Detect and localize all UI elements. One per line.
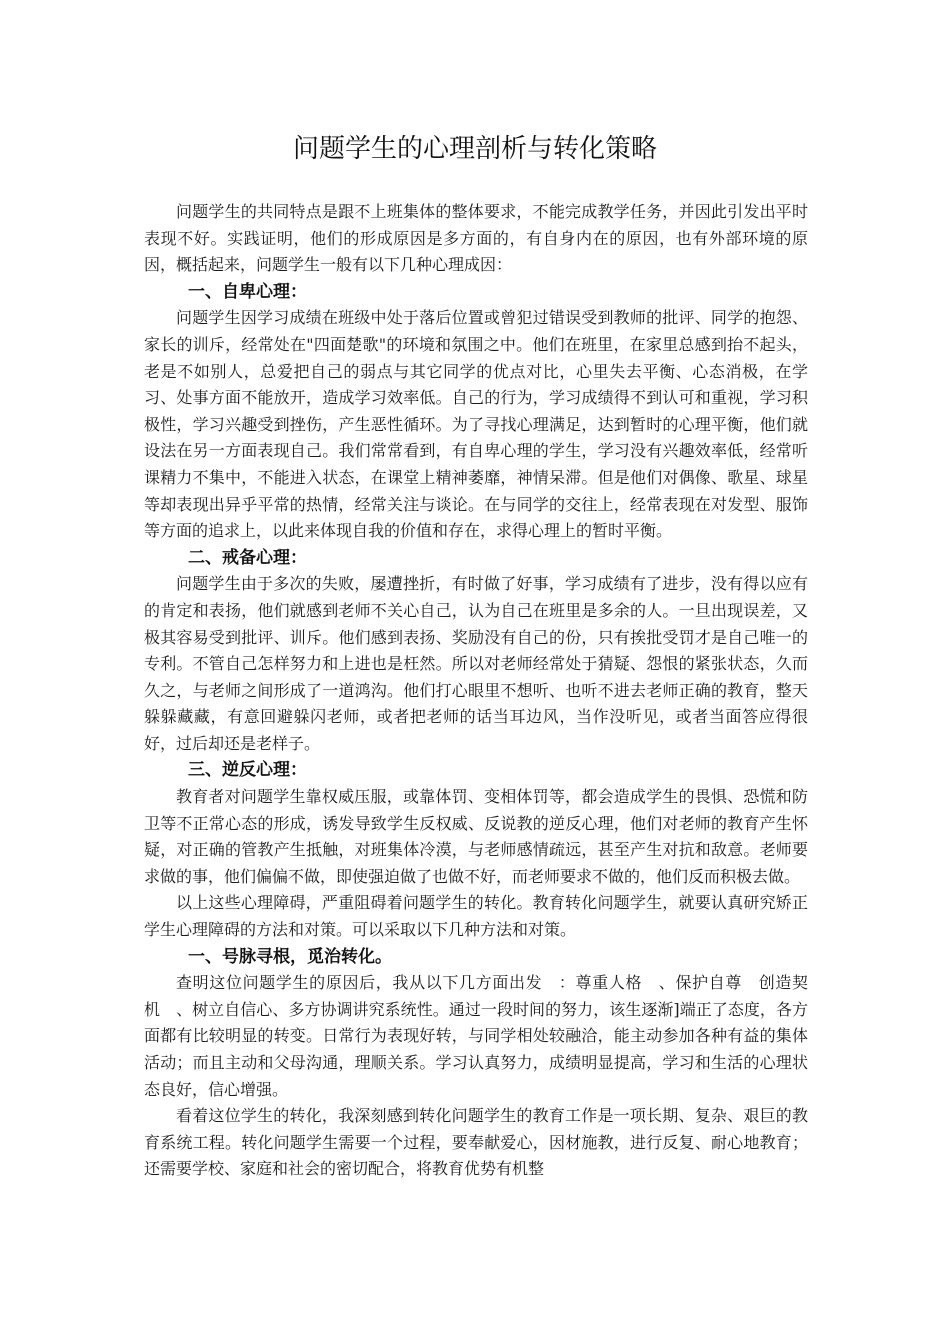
intro-paragraph: 问题学生的共同特点是跟不上班集体的整体要求，不能完成教学任务，并因此引发出平时表现不好。实践证明，他们的形成原因是多方面的，有自身内在的原因，也有外部环境的原因，概括起来，问题学生一般有以下几种心理成因：	[144, 202, 808, 275]
section-paragraph-rebellious: 教育者对问题学生靠权威压服，或靠体罚、变相体罚等，都会造成学生的畏惧、恐慌和防卫等不正常心态的形成，诱发导致学生反权威、反说教的逆反心理，他们对老师的教育产生怀疑，对正确的管教产生抵触，对班集体冷漠，与老师感情疏远，甚至产生对抗和敌意。老师要求做的事，他们偏偏不做，即使强迫做了也做不好，而老师要求不做的，他们反而积极去做。	[144, 787, 808, 886]
document-body	[144, 199, 808, 1183]
section-heading-inferiority: 一、自卑心理：	[188, 281, 307, 302]
section-heading-rebellious: 三、逆反心理：	[188, 760, 307, 781]
transition-paragraph: 以上这些心理障碍，严重阻碍着问题学生的转化。教育转化问题学生，就要认真研究矫正学生心理障碍的方法和对策。可以采取以下几种方法和对策。	[144, 893, 808, 940]
strategy-heading: 一、号脉寻根，觅治转化。	[188, 946, 392, 967]
section-heading-defensive: 二、戒备心理：	[188, 547, 307, 568]
strategy-paragraph: 查明这位问题学生的原因后，我从以下几方面出发 ：尊重人格 、保护自尊 创造契机 、树立自信心、多方协调讲究系统性。通过一段时间的努力，该生逐渐]端正了态度，各方面都有比较明显的转变。日常行为表现好转，与同学相处较融洽，能主动参加各种有益的集体活动；而且主动和父母沟通，理顺关系。学习认真努力，成绩明显提高，学习和生活的心理状态良好，信心增强。	[144, 973, 808, 1099]
section-paragraph-inferiority: 问题学生因学习成绩在班级中处于落后位置或曾犯过错误受到教师的批评、同学的抱怨、家长的训斥，经常处在"四面楚歌"的环境和氛围之中。他们在班里，在家里总感到抬不起头，老是不如别人，总爱把自己的弱点与其它同学的优点对比，心里失去平衡、心态消极，在学习、处事方面不能放开，造成学习效率低。自己的行为，学习成绩得不到认可和重视，学习积极性，学习兴趣受到挫伤，产生恶性循环。为了寻找心理满足，达到暂时的心理平衡，他们就设法在另一方面表现自己。我们常常看到，有自卑心理的学生，学习没有兴趣效率低，经常听课精力不集中，不能进入状态，在课堂上精神萎靡，神情呆滞。但是他们对偶像、歌星、球星等却表现出异乎平常的热情，经常关注与谈论。在与同学的交往上，经常表现在对发型、服饰等方面的追求上，以此来体现自我的价值和存在，求得心理上的暂时平衡。	[144, 308, 808, 541]
section-paragraph-defensive: 问题学生由于多次的失败，屡遭挫折，有时做了好事，学习成绩有了进步，没有得以应有的肯定和表扬，他们就感到老师不关心自己，认为自己在班里是多余的人。一旦出现误差，又极其容易受到批评、训斥。他们感到表扬、奖励没有自己的份，只有挨批受罚才是自己唯一的专利。不管自己怎样努力和上进也是枉然。所以对老师经常处于猜疑、怨恨的紧张状态，久而久之，与老师之间形成了一道鸿沟。他们打心眼里不想听、也听不进去老师正确的教育，整天躲躲藏藏，有意回避躲闪老师，或者把老师的话当耳边风，当作没听见，或者当面答应得很好，过后却还是老样子。	[144, 574, 808, 753]
closing-paragraph: 看着这位学生的转化，我深刻感到转化问题学生的教育工作是一项长期、复杂、艰巨的教育系统工程。转化问题学生需要一个过程，要奉献爱心，因材施教，进行反复、耐心地教育；还需要学校、家庭和社会的密切配合，将教育优势有机整	[144, 1106, 808, 1179]
document-title: 问题学生的心理剖析与转化策略	[292, 134, 657, 164]
